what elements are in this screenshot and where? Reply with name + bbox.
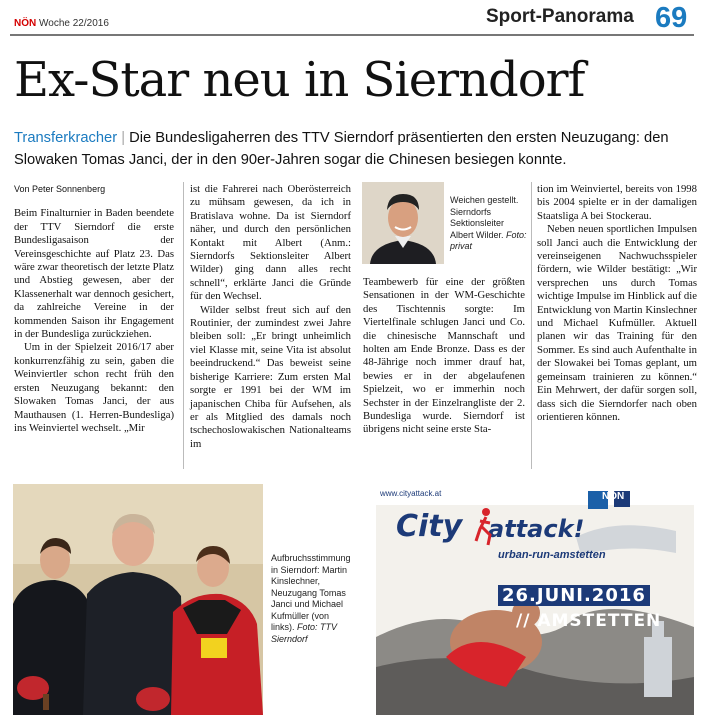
paragraph: Beim Finalturnier in Baden beendete der TTV Sierndorf die erste Bundesligasaison der Vereinsgeschichte auf Platz 23. Das wäre zwar theoretisch der letzte Platz und Abstieg gewesen, aber der Klassenerhalt war dennoch gesichert, da zahlreiche Vereine in der kommenden Saison ihr Engagement in der Bundesliga zurückziehen. <box>14 207 174 341</box>
advert-url[interactable]: www.cityattack.at <box>380 489 442 498</box>
section-title: Sport-Panorama <box>486 6 634 27</box>
advert-tagline: urban-run-amstetten <box>498 549 606 561</box>
lead-paragraph <box>14 127 694 171</box>
paragraph: Teambewerb für eine der größten Sensationen in der WM-Geschichte des Tischtennis sorgte: Im Viertelfinale schlugen Janci und Co. die chinesische Mannschaft und holten am Ende Bronze. Dass es der 48-Jährige noch immer drauf hat, bewies er in der abgelaufenen Spielzeit, wo er immerhin noch Sechster in der Einzelrangliste der 2. Bundesliga wurde. Sierndorf ist übrigens nicht seine erste Sta- <box>363 276 525 436</box>
runner-icon <box>474 507 494 547</box>
advert-sponsor: NÖN <box>602 491 625 502</box>
team-image <box>13 484 263 715</box>
page-number: 69 <box>655 2 688 34</box>
article-column-4 <box>537 183 697 424</box>
photo-credit: Foto: privat <box>450 229 527 251</box>
advert-place: // AMSTETTEN <box>516 611 662 631</box>
paragraph: ist die Fahrerei nach Oberösterreich zu mühsam gewesen, da ich in Bratislava wohne. Da ist Sierndorf näher, und durch den persönlichen Kontakt mit Albert (Anm.: Sierndorfs Sektionsleiter Albert Wilder) ging dann alles recht schnell“, erklärte Janci die Gründe für den Wechsel. <box>190 183 351 303</box>
city-attack-advert[interactable] <box>376 487 694 715</box>
lead-separator: | <box>121 130 126 146</box>
team-caption <box>271 553 349 645</box>
team-photo <box>13 484 263 715</box>
column-divider <box>531 182 532 469</box>
column-divider <box>183 182 184 469</box>
portrait-caption <box>450 195 528 253</box>
lead-text: Die Bundesligaherren des TTV Sierndorf präsentierten den ersten Neuzugang: den Slowaken Tomas Janci, der in den 90er-Jahren sogar die Chinesen besiegen konnte. <box>14 130 669 168</box>
advert-logo-city: City <box>396 509 463 544</box>
paragraph: tion im Weinviertel, bereits von 1998 bis 2004 spielte er in der damaligen Staatsliga A bei Stockerau. <box>537 183 697 222</box>
header-rule <box>10 34 694 36</box>
portrait-photo <box>362 182 444 264</box>
photo-credit: Foto: TTV Sierndorf <box>271 622 338 644</box>
byline: Von Peter Sonnenberg <box>14 184 106 194</box>
article-column-3 <box>363 276 525 437</box>
issue-header <box>14 18 109 29</box>
portrait-image <box>362 182 444 264</box>
paragraph: Neben neuen sportlichen Impulsen soll Janci auch die Entwicklung der vereinseigenen Nachwuchsspieler fördern, wie Wilder bestätigt: „Wir versprechen uns durch Tomas wichtige Impulse im Hinblick auf die Entwicklung von Martin Kinslechner und Michael Kufmüller. Aktuell planen wir das Training für den Sommer. Es sind auch Aufenthalte in der Slowakei bei Tomas geplant, um gemeinsam trainieren zu können.“ Ein Mehrwert, der dafür sorgen soll, dass sich die Sierndorfer nach oben orientieren können. <box>537 223 697 423</box>
caption-text: Aufbruchsstimmung in Sierndorf: Martin Kinslechner, Neuzugang Tomas Janci und Michael Kufmüller (von links). <box>271 553 351 632</box>
advert-logo-attack: attack! <box>488 515 585 543</box>
article-column-1 <box>14 183 174 435</box>
issue-label: Woche 22/2016 <box>39 18 109 29</box>
advert-date: 26.JUNI.2016 <box>498 585 650 606</box>
paragraph: Wilder selbst freut sich auf den Routinier, der zumindest zwei Jahre bleiben soll: „Er bringt unheimlich viel Klasse mit, seine Vita ist absolut beeindruckend.“ Das beweist seine bisherige Karriere: Zum ersten Mal sorgte er 1991 bei der WM im japanischen Chiba für Aufsehen, als er als Mitglied des damals noch tschechoslowakischen Nationalteams im <box>190 303 351 450</box>
article-column-2 <box>190 183 351 451</box>
brand-logo: NÖN <box>14 18 37 29</box>
lead-kicker: Transferkracher <box>14 130 118 146</box>
paragraph: Um in der Spielzeit 2016/17 aber konkurrenzfähig zu sein, gaben die Weinviertler schon recht früh den ersten Neuzugang bekannt: den Slowaken Tomas Janci, der aus Mauthausen (1. Herren-Bundesliga) ins Weinviertel wechselt. „Mir <box>14 341 174 434</box>
caption-text: Weichen gestellt. Sierndorfs Sektionsleiter Albert Wilder. <box>450 195 519 240</box>
headline: Ex-Star neu in Sierndorf <box>14 52 585 108</box>
